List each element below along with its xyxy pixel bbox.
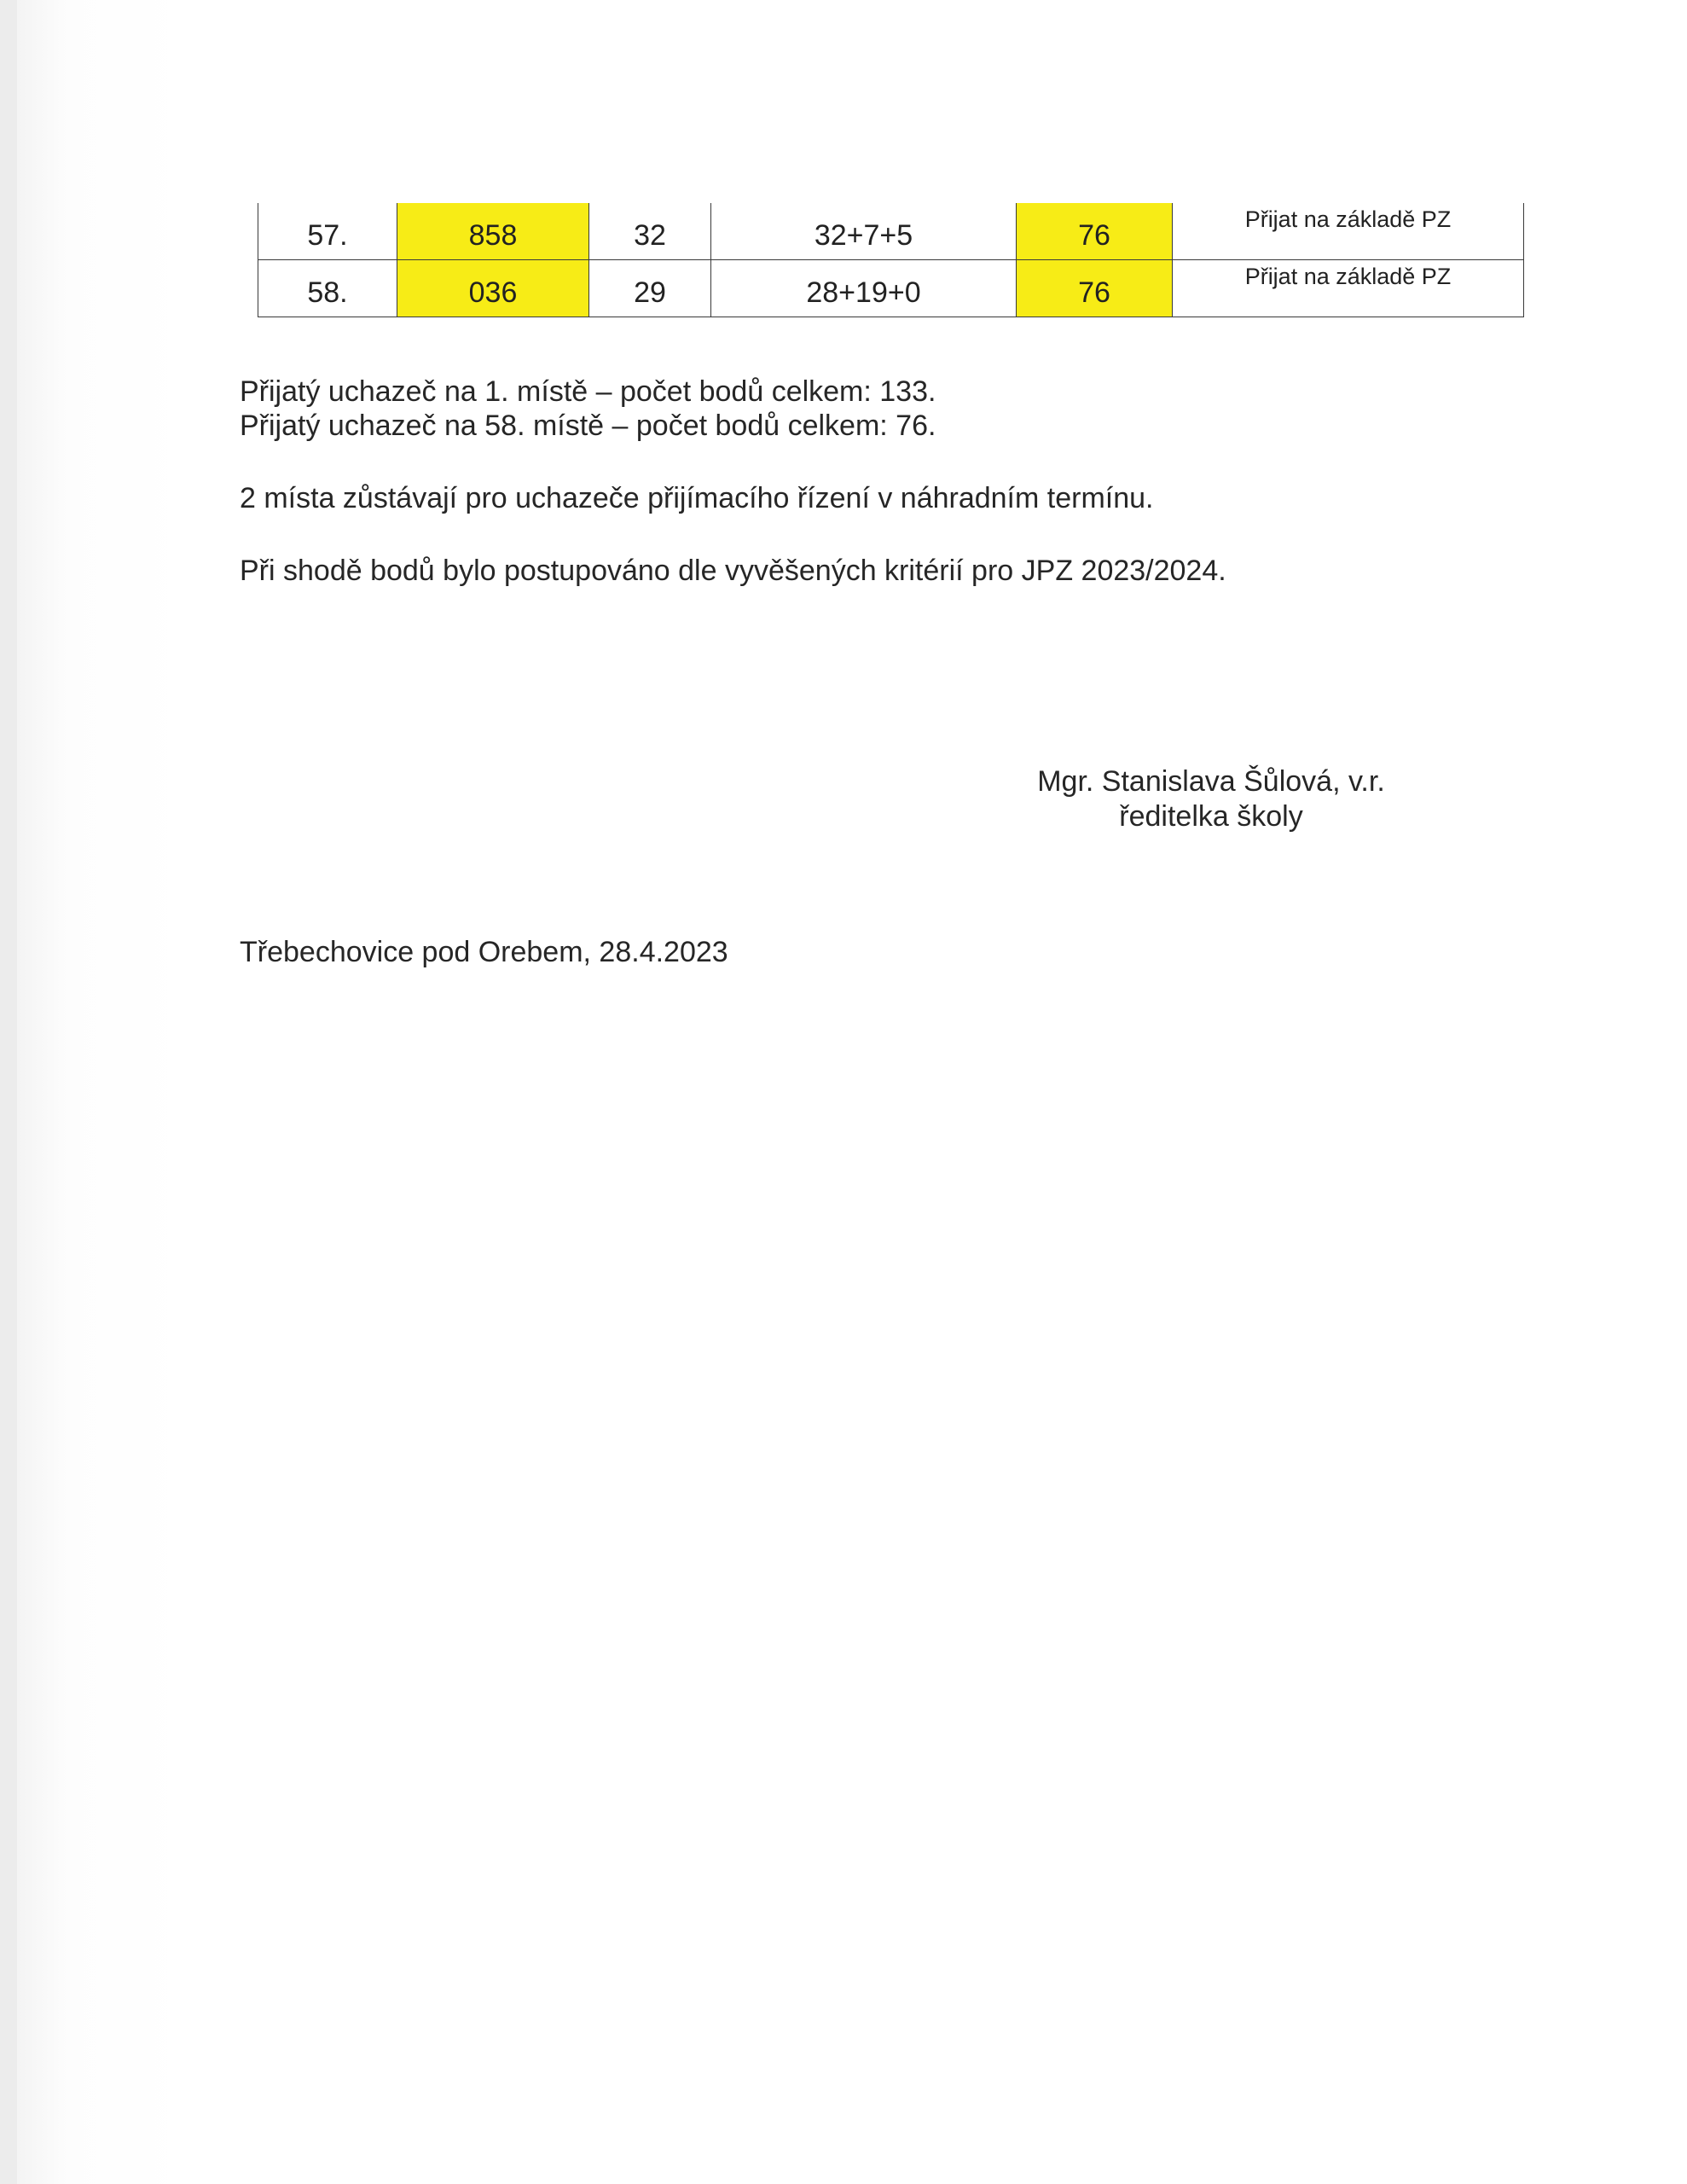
table-row xyxy=(258,260,1524,317)
remaining-places-text: 2 místa zůstávají pro uchazeče přijímacího řízení v náhradním termínu. xyxy=(240,482,1154,514)
results-table xyxy=(258,203,1524,317)
results-table-container xyxy=(258,203,1523,321)
total-cell: 76 xyxy=(1017,260,1173,317)
rank-cell: 57. xyxy=(258,203,397,260)
signature-role: ředitelka školy xyxy=(1119,800,1303,833)
total-cell: 76 xyxy=(1017,203,1173,260)
code-cell: 858 xyxy=(397,203,589,260)
rank-cell: 58. xyxy=(258,260,397,317)
code-cell: 036 xyxy=(397,260,589,317)
parts-cell: 32+7+5 xyxy=(711,203,1017,260)
note-cell: Přijat na základě PZ xyxy=(1173,203,1524,260)
parts-cell: 28+19+0 xyxy=(711,260,1017,317)
document-page xyxy=(17,0,1687,2184)
place-date: Třebechovice pod Orebem, 28.4.2023 xyxy=(240,936,728,968)
last-place-text: Přijatý uchazeč na 58. místě – počet bodů celkem: 76. xyxy=(240,410,936,442)
note-cell: Přijat na základě PZ xyxy=(1173,260,1524,317)
score-cell: 29 xyxy=(589,260,711,317)
signature-name: Mgr. Stanislava Šůlová, v.r. xyxy=(1037,765,1385,798)
table-row xyxy=(258,203,1524,260)
tie-rule-text: Při shodě bodů bylo postupováno dle vyvěšených kritérií pro JPZ 2023/2024. xyxy=(240,555,1226,587)
score-cell: 32 xyxy=(589,203,711,260)
first-place-text: Přijatý uchazeč na 1. místě – počet bodů celkem: 133. xyxy=(240,375,936,408)
